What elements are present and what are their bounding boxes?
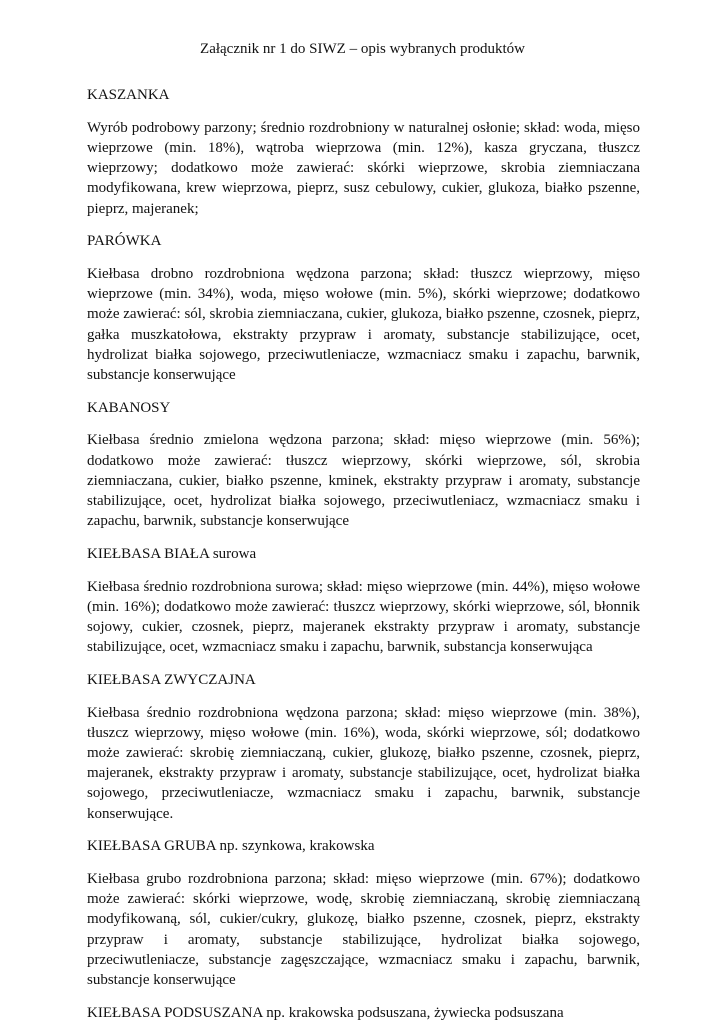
section-description: Kiełbasa średnio zmielona wędzona parzona; skład: mięso wieprzowe (min. 56%); dodatkowo może zawierać: tłuszcz wieprzowy, skórki wieprzowe, sól, skrobia ziemniaczana, cukier, białko pszenne, kminek, ekstrakty przypraw i aromaty, substancje stabilizujące, ocet, hydrolizat białka sojowego, przeciwutleniacz, wzmacniacz smaku i zapachu, barwnik, substancje konserwujące [87,432,640,530]
section-heading: KIEŁBASA PODSUSZANA np. krakowska podsuszana, żywiecka podsuszana [87,1004,564,1021]
section-heading: PARÓWKA [87,233,162,250]
document-body [87,85,640,1035]
section-parowka [87,231,640,385]
section-heading: KABANOSY [87,399,171,416]
section-kaszanka [87,85,640,219]
section-heading: KIEŁBASA GRUBA np. szynkowa, krakowska [87,838,375,855]
section-kielbasa-podsuszana [87,1003,640,1023]
section-heading: KIEŁBASA BIAŁA surowa [87,545,257,562]
section-description: Kiełbasa drobno rozdrobniona wędzona parzona; skład: tłuszcz wieprzowy, mięso wieprzowe (min. 34%), woda, mięso wołowe (min. 5%), skórki wieprzowe; dodatkowo może zawierać: sól, skrobia ziemniaczana, cukier, glukoza, białko pszenne, czosnek, pieprz, gałka muszkatołowa, ekstrakty przypraw i aromaty, substancje stabilizujące, ocet, hydrolizat białka sojowego, przeciwutleniacze, wzmacniacz smaku i zapachu, barwnik, substancje konserwujące [87,265,640,383]
page-title: Załącznik nr 1 do SIWZ – opis wybranych produktów [200,41,525,57]
section-kielbasa-gruba [87,836,640,990]
section-heading: KASZANKA [87,87,170,103]
section-description: Kiełbasa średnio rozdrobniona wędzona parzona; skład: mięso wieprzowe (min. 38%), tłuszcz wieprzowy, mięso wołowe (min. 16%), woda, skórki wieprzowe, sól; dodatkowo może zawierać: skrobię ziemniaczaną, cukier, glukozę, białko pszenne, czosnek, pieprz, majeranek, ekstrakty przypraw i aromaty, substancje stabilizujące, ocet, hydrolizat białka sojowego, przeciwutleniacze, wzmacniacz smaku i zapachu, barwnik, substancje konserwujące. [87,704,640,822]
section-heading: KIEŁBASA ZWYCZAJNA [87,671,256,688]
section-kabanosy [87,398,640,532]
section-description: Kiełbasa średnio rozdrobniona surowa; skład: mięso wieprzowe (min. 44%), mięso wołowe (min. 16%); dodatkowo może zawierać: tłuszcz wieprzowy, skórki wieprzowe, sól, błonnik sojowy, cukier, czosnek, pieprz, majeranek ekstrakty przypraw i aromaty, substancje stabilizujące, ocet, wzmacniacz smaku i zapachu, barwnik, substancja konserwująca [87,578,640,656]
section-kielbasa-zwyczajna [87,670,640,824]
section-description: Wyrób podrobowy parzony; średnio rozdrobniony w naturalnej osłonie; skład: woda, mięso wieprzowe (min. 18%), wątroba wieprzowa (min. 12%), kasza gryczana, tłuszcz wieprzowy; dodatkowo może zawierać: skórki wieprzowe, skrobia ziemniaczana modyfikowana, krew wieprzowa, pieprz, susz cebulowy, cukier, glukoza, białko pszenne, pieprz, majeranek; [87,119,640,217]
section-kielbasa-biala [87,544,640,658]
section-description: Kiełbasa grubo rozdrobniona parzona; skład: mięso wieprzowe (min. 67%); dodatkowo może zawierać: skórki wieprzowe, wodę, skrobię ziemniaczaną, skrobię ziemniaczaną modyfikowaną, sól, cukier/cukry, glukozę, białko pszenne, czosnek, pieprz, ekstrakty przypraw i aromaty, substancje stabilizujące, hydrolizat białka sojowego, przeciwutleniacze, substancje zagęszczające, wzmacniacz smaku i zapachu, barwnik, substancje konserwujące [87,871,640,989]
